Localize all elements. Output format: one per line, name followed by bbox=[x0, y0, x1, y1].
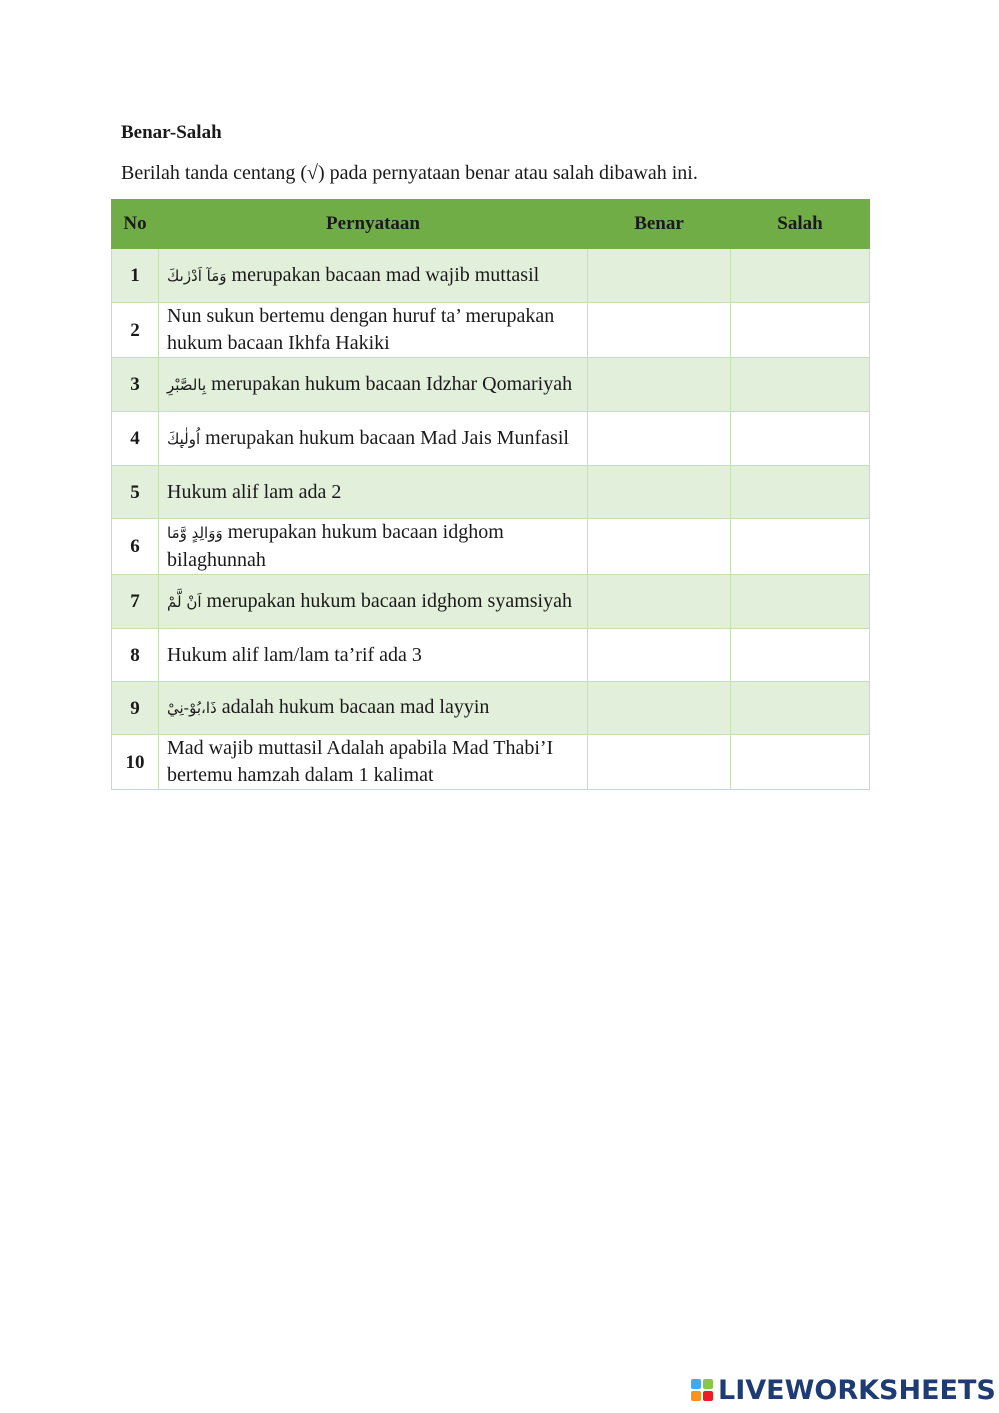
false-answer-cell[interactable] bbox=[731, 519, 870, 575]
statement-cell bbox=[159, 735, 588, 790]
true-answer-cell[interactable] bbox=[588, 682, 731, 735]
header-false: Salah bbox=[731, 200, 870, 249]
row-number: 8 bbox=[112, 629, 159, 682]
table-row bbox=[112, 303, 870, 358]
false-answer-cell[interactable] bbox=[731, 358, 870, 412]
arabic-text: اُولٰىِٕكَ bbox=[167, 429, 201, 448]
watermark-text: LIVEWORKSHEETS bbox=[718, 1374, 996, 1406]
statement-text: merupakan hukum bacaan Mad Jais Munfasil bbox=[205, 426, 569, 449]
row-number: 1 bbox=[112, 249, 159, 303]
statement-cell bbox=[159, 466, 588, 519]
true-false-table bbox=[111, 199, 870, 790]
header-no: No bbox=[112, 200, 159, 249]
row-number: 5 bbox=[112, 466, 159, 519]
true-answer-cell[interactable] bbox=[588, 466, 731, 519]
statement-cell bbox=[159, 519, 588, 575]
table-header-row bbox=[112, 200, 870, 249]
row-number: 7 bbox=[112, 575, 159, 629]
statement-cell bbox=[159, 629, 588, 682]
statement-text: adalah hukum bacaan mad layyin bbox=[221, 696, 490, 718]
liveworksheets-logo-icon bbox=[690, 1378, 714, 1402]
row-number: 2 bbox=[112, 303, 159, 358]
page-title: Benar-Salah bbox=[121, 122, 222, 143]
false-answer-cell[interactable] bbox=[731, 412, 870, 466]
statement-text: Hukum alif lam ada 2 bbox=[167, 480, 342, 503]
header-statement: Pernyataan bbox=[159, 200, 588, 249]
row-number: 9 bbox=[112, 682, 159, 735]
statement-text: Mad wajib muttasil Adalah apabila Mad Thabi’I bertemu hamzah dalam 1 kalimat bbox=[167, 737, 554, 786]
true-answer-cell[interactable] bbox=[588, 412, 731, 466]
true-answer-cell[interactable] bbox=[588, 519, 731, 575]
false-answer-cell[interactable] bbox=[731, 682, 870, 735]
arabic-text: وَوَالِدٍ وَّمَا bbox=[167, 524, 223, 542]
arabic-text: اَنْ لَّمْ bbox=[167, 592, 202, 611]
table-row bbox=[112, 412, 870, 466]
statement-cell bbox=[159, 249, 588, 303]
statement-text: merupakan hukum bacaan Idzhar Qomariyah bbox=[211, 372, 573, 395]
false-answer-cell[interactable] bbox=[731, 303, 870, 358]
row-number: 6 bbox=[112, 519, 159, 575]
table-row bbox=[112, 682, 870, 735]
false-answer-cell[interactable] bbox=[731, 629, 870, 682]
statement-text: Nun sukun bertemu dengan huruf ta’ merupakan hukum bacaan Ikhfa Hakiki bbox=[167, 305, 555, 354]
liveworksheets-watermark bbox=[690, 1374, 996, 1406]
false-answer-cell[interactable] bbox=[731, 249, 870, 303]
statement-cell bbox=[159, 303, 588, 358]
table-row bbox=[112, 519, 870, 575]
table-row bbox=[112, 466, 870, 519]
false-answer-cell[interactable] bbox=[731, 735, 870, 790]
table-row bbox=[112, 575, 870, 629]
table-row bbox=[112, 629, 870, 682]
statement-cell bbox=[159, 682, 588, 735]
table-row bbox=[112, 735, 870, 790]
instruction-text: Berilah tanda centang (√) pada pernyataan benar atau salah dibawah ini. bbox=[121, 162, 698, 184]
statement-cell bbox=[159, 412, 588, 466]
row-number: 10 bbox=[112, 735, 159, 790]
statement-text: merupakan bacaan mad wajib muttasil bbox=[231, 263, 540, 286]
true-answer-cell[interactable] bbox=[588, 358, 731, 412]
header-true: Benar bbox=[588, 200, 731, 249]
statement-cell bbox=[159, 575, 588, 629]
statement-text: merupakan hukum bacaan idghom syamsiyah bbox=[206, 589, 572, 612]
statement-text: Hukum alif lam/lam ta’rif ada 3 bbox=[167, 643, 422, 666]
true-answer-cell[interactable] bbox=[588, 249, 731, 303]
statement-cell bbox=[159, 358, 588, 412]
row-number: 4 bbox=[112, 412, 159, 466]
false-answer-cell[interactable] bbox=[731, 466, 870, 519]
true-answer-cell[interactable] bbox=[588, 735, 731, 790]
table-row bbox=[112, 249, 870, 303]
statement-text: merupakan hukum bacaan idghom bilaghunnah bbox=[167, 521, 504, 571]
true-answer-cell[interactable] bbox=[588, 303, 731, 358]
table-row bbox=[112, 358, 870, 412]
row-number: 3 bbox=[112, 358, 159, 412]
true-answer-cell[interactable] bbox=[588, 629, 731, 682]
arabic-text: وَمَآ اَدْرٰىكَ bbox=[167, 266, 227, 285]
true-answer-cell[interactable] bbox=[588, 575, 731, 629]
false-answer-cell[interactable] bbox=[731, 575, 870, 629]
arabic-text: بِالصَّبْرِ bbox=[167, 375, 207, 394]
arabic-text: ذَا،بُوْ-نِيْ bbox=[167, 699, 217, 717]
